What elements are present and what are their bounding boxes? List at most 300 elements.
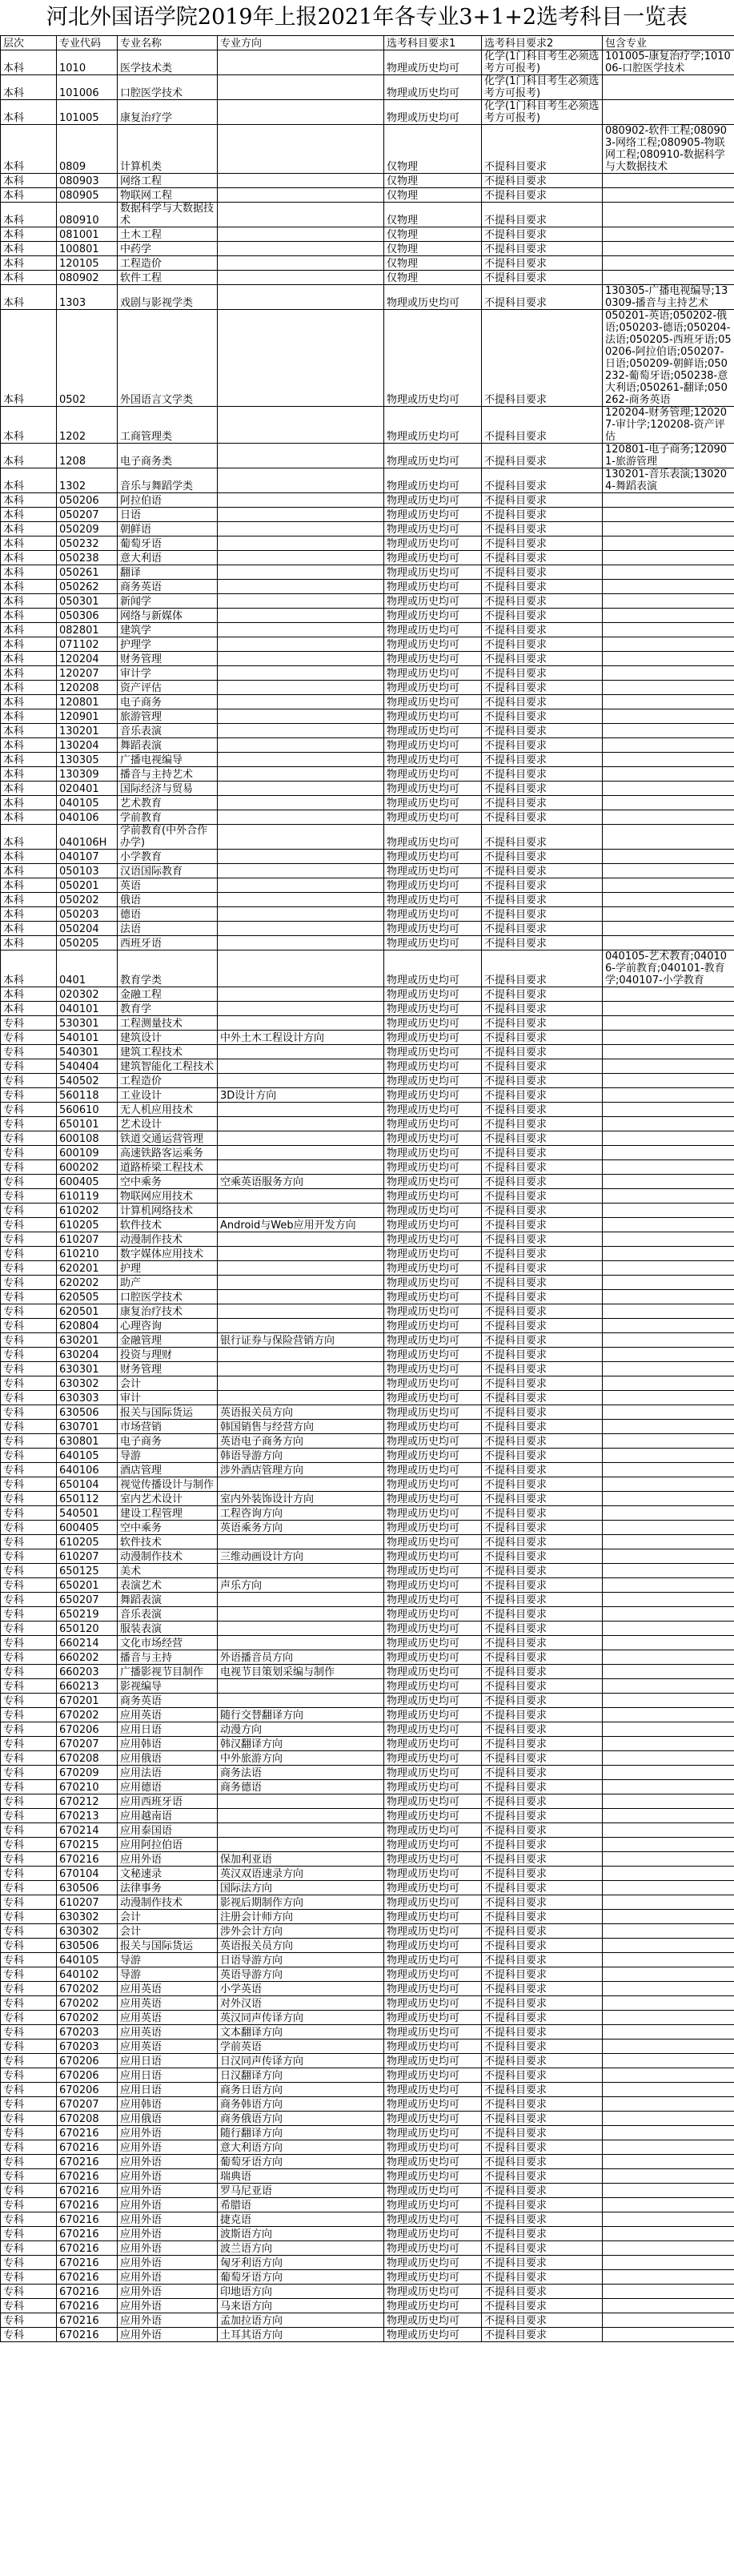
cell-major-direction (218, 256, 384, 271)
table-row (1, 75, 734, 100)
cell-included-majors (603, 565, 734, 580)
cell-major-direction: 孟加拉语方向 (218, 2313, 384, 2328)
cell-level: 专科 (1, 1131, 57, 1146)
cell-subject-requirement-1: 物理或历史均可 (384, 709, 482, 724)
cell-major-direction (218, 100, 384, 125)
cell-included-majors (603, 709, 734, 724)
cell-major-name: 金融工程 (118, 987, 218, 1002)
cell-level: 专科 (1, 2025, 57, 2040)
cell-major-name: 软件工程 (118, 271, 218, 285)
cell-major-name: 铁道交通运营管理 (118, 1131, 218, 1146)
table-row (1, 1319, 734, 1333)
cell-major-direction (218, 1146, 384, 1160)
cell-major-name: 计算机网络技术 (118, 1204, 218, 1218)
cell-level: 专科 (1, 2097, 57, 2112)
cell-major-direction: 日汉同声传译方向 (218, 2054, 384, 2068)
cell-level: 本科 (1, 125, 57, 174)
cell-major-code: 100801 (57, 242, 118, 256)
cell-subject-requirement-2: 不提科目要求 (482, 1002, 603, 1016)
cell-major-code: 540404 (57, 1059, 118, 1074)
cell-subject-requirement-2: 不提科目要求 (482, 2040, 603, 2054)
cell-subject-requirement-1: 物理或历史均可 (384, 1593, 482, 1607)
cell-included-majors: 080902-软件工程;080903-网络工程;080905-物联网工程;080910-数据科学与大数据技术 (603, 125, 734, 174)
cell-subject-requirement-1: 物理或历史均可 (384, 2270, 482, 2285)
cell-level: 专科 (1, 2184, 57, 2198)
cell-subject-requirement-2: 不提科目要求 (482, 1636, 603, 1650)
cell-subject-requirement-1: 物理或历史均可 (384, 1059, 482, 1074)
cell-major-code: 080910 (57, 203, 118, 227)
cell-subject-requirement-1: 物理或历史均可 (384, 1881, 482, 1895)
table-row (1, 2054, 734, 2068)
cell-subject-requirement-1: 物理或历史均可 (384, 2054, 482, 2068)
cell-major-direction (218, 987, 384, 1002)
cell-included-majors (603, 1939, 734, 1953)
cell-level: 专科 (1, 2328, 57, 2342)
cell-level: 专科 (1, 2054, 57, 2068)
cell-subject-requirement-1: 物理或历史均可 (384, 2040, 482, 2054)
cell-subject-requirement-1: 仅物理 (384, 125, 482, 174)
cell-major-direction (218, 1622, 384, 1636)
cell-level: 本科 (1, 1002, 57, 1016)
cell-major-direction: 日语导游方向 (218, 1953, 384, 1967)
table-row (1, 1650, 734, 1665)
cell-major-direction: 空乘英语服务方向 (218, 1175, 384, 1189)
cell-level: 专科 (1, 1088, 57, 1103)
cell-major-direction (218, 1074, 384, 1088)
cell-subject-requirement-1: 物理或历史均可 (384, 2256, 482, 2270)
cell-major-code: 050207 (57, 508, 118, 522)
cell-major-direction (218, 285, 384, 310)
cell-major-name: 艺术教育 (118, 796, 218, 810)
cell-major-name: 学前教育 (118, 810, 218, 825)
table-row (1, 1737, 734, 1751)
cell-subject-requirement-1: 仅物理 (384, 174, 482, 188)
cell-subject-requirement-1: 物理或历史均可 (384, 1131, 482, 1146)
cell-level: 本科 (1, 652, 57, 666)
cell-major-name: 德语 (118, 907, 218, 922)
table-row (1, 1434, 734, 1449)
cell-subject-requirement-2: 不提科目要求 (482, 522, 603, 536)
cell-subject-requirement-2: 不提科目要求 (482, 1593, 603, 1607)
cell-level: 专科 (1, 2299, 57, 2313)
cell-subject-requirement-2: 不提科目要求 (482, 242, 603, 256)
cell-major-name: 建筑学 (118, 623, 218, 637)
cell-included-majors (603, 2198, 734, 2212)
cell-subject-requirement-2: 不提科目要求 (482, 1146, 603, 1160)
cell-included-majors (603, 850, 734, 864)
cell-subject-requirement-1: 物理或历史均可 (384, 1189, 482, 1204)
cell-subject-requirement-1: 物理或历史均可 (384, 1146, 482, 1160)
cell-level: 专科 (1, 2169, 57, 2184)
cell-major-name: 戏剧与影视学类 (118, 285, 218, 310)
cell-subject-requirement-1: 物理或历史均可 (384, 1982, 482, 1996)
cell-major-code: 540501 (57, 1506, 118, 1521)
cell-subject-requirement-2: 不提科目要求 (482, 1117, 603, 1131)
cell-subject-requirement-1: 物理或历史均可 (384, 738, 482, 753)
cell-included-majors (603, 1535, 734, 1549)
cell-major-direction: 瑞典语 (218, 2169, 384, 2184)
cell-included-majors (603, 1333, 734, 1348)
cell-major-code: 670104 (57, 1867, 118, 1881)
cell-subject-requirement-2: 不提科目要求 (482, 1694, 603, 1708)
cell-major-name: 康复治疗学 (118, 100, 218, 125)
cell-major-code: 670206 (57, 2054, 118, 2068)
cell-subject-requirement-1: 仅物理 (384, 242, 482, 256)
cell-included-majors (603, 242, 734, 256)
cell-major-direction: 葡萄牙语方向 (218, 2270, 384, 2285)
cell-level: 专科 (1, 2140, 57, 2155)
cell-major-code: 670216 (57, 2169, 118, 2184)
cell-major-direction: 学前英语 (218, 2040, 384, 2054)
cell-subject-requirement-1: 物理或历史均可 (384, 1794, 482, 1809)
cell-major-name: 音乐表演 (118, 724, 218, 738)
cell-major-code: 630701 (57, 1420, 118, 1434)
table-row (1, 1131, 734, 1146)
table-row (1, 1117, 734, 1131)
cell-level: 专科 (1, 1549, 57, 1564)
cell-subject-requirement-2: 不提科目要求 (482, 125, 603, 174)
cell-subject-requirement-1: 物理或历史均可 (384, 2068, 482, 2083)
table-row (1, 1679, 734, 1694)
cell-major-name: 应用外语 (118, 2285, 218, 2299)
cell-major-code: 610207 (57, 1549, 118, 1564)
cell-major-direction (218, 188, 384, 203)
cell-major-code: 540301 (57, 1045, 118, 1059)
cell-major-code: 650219 (57, 1607, 118, 1622)
cell-major-direction (218, 1016, 384, 1031)
cell-major-direction (218, 1131, 384, 1146)
cell-included-majors (603, 1809, 734, 1823)
table-row (1, 1247, 734, 1261)
cell-major-direction: 中外旅游方向 (218, 1751, 384, 1766)
cell-included-majors (603, 75, 734, 100)
cell-subject-requirement-2: 不提科目要求 (482, 2285, 603, 2299)
cell-major-name: 应用泰国语 (118, 1823, 218, 1838)
cell-subject-requirement-2: 不提科目要求 (482, 652, 603, 666)
cell-subject-requirement-2: 不提科目要求 (482, 609, 603, 623)
cell-level: 专科 (1, 1780, 57, 1794)
cell-major-code: 630201 (57, 1333, 118, 1348)
cell-level: 专科 (1, 1535, 57, 1549)
cell-major-code: 1303 (57, 285, 118, 310)
cell-subject-requirement-1: 物理或历史均可 (384, 1996, 482, 2011)
cell-subject-requirement-2: 不提科目要求 (482, 174, 603, 188)
cell-subject-requirement-1: 物理或历史均可 (384, 1521, 482, 1535)
cell-subject-requirement-2: 不提科目要求 (482, 1074, 603, 1088)
cell-major-name: 建设工程管理 (118, 1506, 218, 1521)
cell-included-majors (603, 724, 734, 738)
cell-level: 本科 (1, 893, 57, 907)
cell-major-code: 620501 (57, 1304, 118, 1319)
cell-major-code: 130204 (57, 738, 118, 753)
cell-major-direction (218, 1477, 384, 1492)
cell-level: 专科 (1, 1146, 57, 1160)
cell-included-majors (603, 2184, 734, 2198)
cell-included-majors (603, 922, 734, 936)
cell-subject-requirement-1: 物理或历史均可 (384, 1867, 482, 1881)
cell-level: 本科 (1, 609, 57, 623)
cell-major-name: 道路桥梁工程技术 (118, 1160, 218, 1175)
cell-subject-requirement-1: 物理或历史均可 (384, 695, 482, 709)
cell-major-code: 670216 (57, 2270, 118, 2285)
cell-level: 专科 (1, 1261, 57, 1276)
table-row (1, 1780, 734, 1794)
cell-major-name: 工程造价 (118, 256, 218, 271)
cell-major-direction: 罗马尼亚语 (218, 2184, 384, 2198)
table-row (1, 2299, 734, 2313)
table-row (1, 271, 734, 285)
cell-major-direction: 印地语方向 (218, 2285, 384, 2299)
cell-subject-requirement-1: 物理或历史均可 (384, 594, 482, 609)
table-row (1, 1261, 734, 1276)
cell-major-name: 市场营销 (118, 1420, 218, 1434)
cell-major-code: 050301 (57, 594, 118, 609)
cell-subject-requirement-1: 物理或历史均可 (384, 2328, 482, 2342)
table-row (1, 407, 734, 444)
cell-major-code: 630801 (57, 1434, 118, 1449)
cell-major-code: 050202 (57, 893, 118, 907)
cell-major-code: 640105 (57, 1449, 118, 1463)
cell-subject-requirement-2: 不提科目要求 (482, 271, 603, 285)
cell-major-name: 电子商务 (118, 1434, 218, 1449)
cell-major-name: 应用英语 (118, 1996, 218, 2011)
cell-included-majors (603, 256, 734, 271)
cell-major-name: 商务英语 (118, 580, 218, 594)
cell-major-code: 630302 (57, 1910, 118, 1924)
cell-included-majors: 130201-音乐表演;130204-舞蹈表演 (603, 468, 734, 493)
cell-subject-requirement-1: 物理或历史均可 (384, 1449, 482, 1463)
cell-subject-requirement-2: 不提科目要求 (482, 2025, 603, 2040)
cell-major-name: 审计学 (118, 666, 218, 681)
cell-level: 本科 (1, 681, 57, 695)
cell-subject-requirement-2: 不提科目要求 (482, 1549, 603, 1564)
cell-major-name: 音乐与舞蹈学类 (118, 468, 218, 493)
cell-subject-requirement-2: 不提科目要求 (482, 1737, 603, 1751)
table-row (1, 2270, 734, 2285)
cell-major-code: 080905 (57, 188, 118, 203)
cell-subject-requirement-1: 物理或历史均可 (384, 2155, 482, 2169)
table-row (1, 256, 734, 271)
cell-level: 专科 (1, 2313, 57, 2328)
cell-subject-requirement-1: 物理或历史均可 (384, 1463, 482, 1477)
cell-major-name: 应用英语 (118, 2040, 218, 2054)
cell-subject-requirement-2: 不提科目要求 (482, 580, 603, 594)
cell-subject-requirement-1: 物理或历史均可 (384, 810, 482, 825)
cell-major-name: 口腔医学技术 (118, 1290, 218, 1304)
table-row (1, 893, 734, 907)
cell-subject-requirement-1: 物理或历史均可 (384, 1549, 482, 1564)
cell-level: 专科 (1, 1304, 57, 1319)
course-requirements-table (0, 35, 734, 2342)
cell-included-majors (603, 1247, 734, 1261)
table-row (1, 936, 734, 950)
cell-subject-requirement-2: 不提科目要求 (482, 1059, 603, 1074)
cell-level: 专科 (1, 1924, 57, 1939)
table-row (1, 1838, 734, 1852)
cell-major-code: 660214 (57, 1636, 118, 1650)
cell-major-code: 540502 (57, 1074, 118, 1088)
cell-included-majors (603, 1780, 734, 1794)
table-row (1, 864, 734, 878)
cell-major-direction: 随行交替翻译方向 (218, 1708, 384, 1722)
cell-subject-requirement-1: 物理或历史均可 (384, 285, 482, 310)
cell-level: 专科 (1, 1722, 57, 1737)
cell-level: 本科 (1, 623, 57, 637)
table-row (1, 468, 734, 493)
cell-major-direction: 捷克语 (218, 2212, 384, 2227)
cell-subject-requirement-1: 物理或历史均可 (384, 1967, 482, 1982)
cell-subject-requirement-1: 物理或历史均可 (384, 2083, 482, 2097)
cell-subject-requirement-2: 不提科目要求 (482, 1895, 603, 1910)
cell-level: 专科 (1, 1809, 57, 1823)
cell-subject-requirement-1: 物理或历史均可 (384, 1031, 482, 1045)
cell-subject-requirement-2: 不提科目要求 (482, 1967, 603, 1982)
cell-major-name: 应用俄语 (118, 1751, 218, 1766)
cell-subject-requirement-2: 不提科目要求 (482, 565, 603, 580)
cell-level: 专科 (1, 1434, 57, 1449)
cell-included-majors (603, 810, 734, 825)
cell-level: 本科 (1, 810, 57, 825)
table-row (1, 2212, 734, 2227)
cell-major-name: 播音与主持艺术 (118, 767, 218, 782)
cell-subject-requirement-2: 不提科目要求 (482, 1247, 603, 1261)
cell-subject-requirement-2: 不提科目要求 (482, 1131, 603, 1146)
cell-major-code: 660202 (57, 1650, 118, 1665)
cell-subject-requirement-2: 不提科目要求 (482, 594, 603, 609)
table-row (1, 767, 734, 782)
cell-major-name: 中药学 (118, 242, 218, 256)
cell-subject-requirement-2: 不提科目要求 (482, 2112, 603, 2126)
cell-major-code: 0502 (57, 310, 118, 407)
cell-included-majors (603, 1463, 734, 1477)
cell-subject-requirement-1: 物理或历史均可 (384, 1492, 482, 1506)
table-row (1, 1766, 734, 1780)
cell-major-code: 670216 (57, 2256, 118, 2270)
cell-major-name: 应用阿拉伯语 (118, 1838, 218, 1852)
cell-included-majors (603, 2212, 734, 2227)
cell-major-direction (218, 271, 384, 285)
table-row (1, 310, 734, 407)
cell-major-name: 空中乘务 (118, 1175, 218, 1189)
cell-subject-requirement-2: 不提科目要求 (482, 1780, 603, 1794)
cell-included-majors: 050201-英语;050202-俄语;050203-德语;050204-法语;050205-西班牙语;050206-阿拉伯语;050207-日语;050209-朝鲜语;050232-葡萄牙语;050238-意大利语;050261-翻译;050262-商务英语 (603, 310, 734, 407)
cell-major-direction: 随行翻译方向 (218, 2126, 384, 2140)
cell-major-code: 630302 (57, 1924, 118, 1939)
table-row (1, 695, 734, 709)
table-row (1, 2011, 734, 2025)
cell-subject-requirement-2: 不提科目要求 (482, 1261, 603, 1276)
cell-subject-requirement-2: 不提科目要求 (482, 1823, 603, 1838)
cell-included-majors (603, 2054, 734, 2068)
cell-included-majors (603, 522, 734, 536)
cell-subject-requirement-1: 物理或历史均可 (384, 1348, 482, 1362)
cell-major-direction (218, 922, 384, 936)
cell-subject-requirement-1: 物理或历史均可 (384, 1088, 482, 1103)
cell-subject-requirement-2: 不提科目要求 (482, 2068, 603, 2083)
table-row (1, 2241, 734, 2256)
cell-included-majors (603, 2313, 734, 2328)
cell-level: 专科 (1, 1492, 57, 1506)
cell-included-majors (603, 536, 734, 551)
cell-subject-requirement-1: 物理或历史均可 (384, 1780, 482, 1794)
table-row (1, 2025, 734, 2040)
table-row (1, 1405, 734, 1420)
cell-level: 专科 (1, 1939, 57, 1953)
cell-major-direction (218, 1247, 384, 1261)
cell-subject-requirement-2: 不提科目要求 (482, 468, 603, 493)
cell-subject-requirement-2: 不提科目要求 (482, 493, 603, 508)
table-row (1, 1881, 734, 1895)
cell-major-direction (218, 1607, 384, 1622)
cell-major-direction (218, 738, 384, 753)
cell-level: 专科 (1, 1766, 57, 1780)
cell-major-name: 助产 (118, 1276, 218, 1290)
cell-level: 专科 (1, 1694, 57, 1708)
cell-subject-requirement-1: 仅物理 (384, 271, 482, 285)
cell-included-majors (603, 987, 734, 1002)
cell-included-majors (603, 666, 734, 681)
cell-subject-requirement-2: 不提科目要求 (482, 1376, 603, 1391)
cell-major-direction (218, 1636, 384, 1650)
table-row (1, 508, 734, 522)
cell-major-name: 网络与新媒体 (118, 609, 218, 623)
cell-major-code: 670216 (57, 2241, 118, 2256)
table-row (1, 796, 734, 810)
cell-major-name: 影视编导 (118, 1679, 218, 1694)
header-level: 层次 (1, 36, 57, 50)
cell-major-direction (218, 1117, 384, 1131)
table-row (1, 738, 734, 753)
cell-major-direction (218, 637, 384, 652)
cell-major-direction (218, 666, 384, 681)
cell-subject-requirement-2: 不提科目要求 (482, 1218, 603, 1232)
table-row (1, 1953, 734, 1967)
cell-level: 本科 (1, 508, 57, 522)
cell-subject-requirement-1: 物理或历史均可 (384, 1045, 482, 1059)
cell-major-name: 视觉传播设计与制作 (118, 1477, 218, 1492)
cell-included-majors (603, 1218, 734, 1232)
cell-level: 本科 (1, 878, 57, 893)
cell-included-majors (603, 695, 734, 709)
cell-included-majors (603, 681, 734, 695)
cell-major-direction: Android与Web应用开发方向 (218, 1218, 384, 1232)
cell-major-code: 071102 (57, 637, 118, 652)
cell-major-code: 670216 (57, 2198, 118, 2212)
cell-included-majors (603, 1002, 734, 1016)
cell-subject-requirement-2: 不提科目要求 (482, 695, 603, 709)
cell-included-majors (603, 1607, 734, 1622)
cell-major-direction: 波斯语方向 (218, 2227, 384, 2241)
cell-major-name: 法律事务 (118, 1881, 218, 1895)
cell-major-name: 教育学 (118, 1002, 218, 1016)
cell-included-majors (603, 1304, 734, 1319)
cell-subject-requirement-1: 物理或历史均可 (384, 565, 482, 580)
cell-included-majors (603, 738, 734, 753)
cell-subject-requirement-1: 物理或历史均可 (384, 666, 482, 681)
cell-included-majors (603, 1622, 734, 1636)
cell-subject-requirement-2: 不提科目要求 (482, 536, 603, 551)
cell-subject-requirement-1: 物理或历史均可 (384, 1766, 482, 1780)
cell-level: 专科 (1, 1117, 57, 1131)
cell-subject-requirement-1: 物理或历史均可 (384, 1679, 482, 1694)
cell-major-name: 应用日语 (118, 1722, 218, 1737)
cell-major-code: 560118 (57, 1088, 118, 1103)
cell-major-code: 650201 (57, 1578, 118, 1593)
table-row (1, 203, 734, 227)
cell-included-majors (603, 188, 734, 203)
cell-subject-requirement-2: 不提科目要求 (482, 2184, 603, 2198)
cell-level: 本科 (1, 536, 57, 551)
